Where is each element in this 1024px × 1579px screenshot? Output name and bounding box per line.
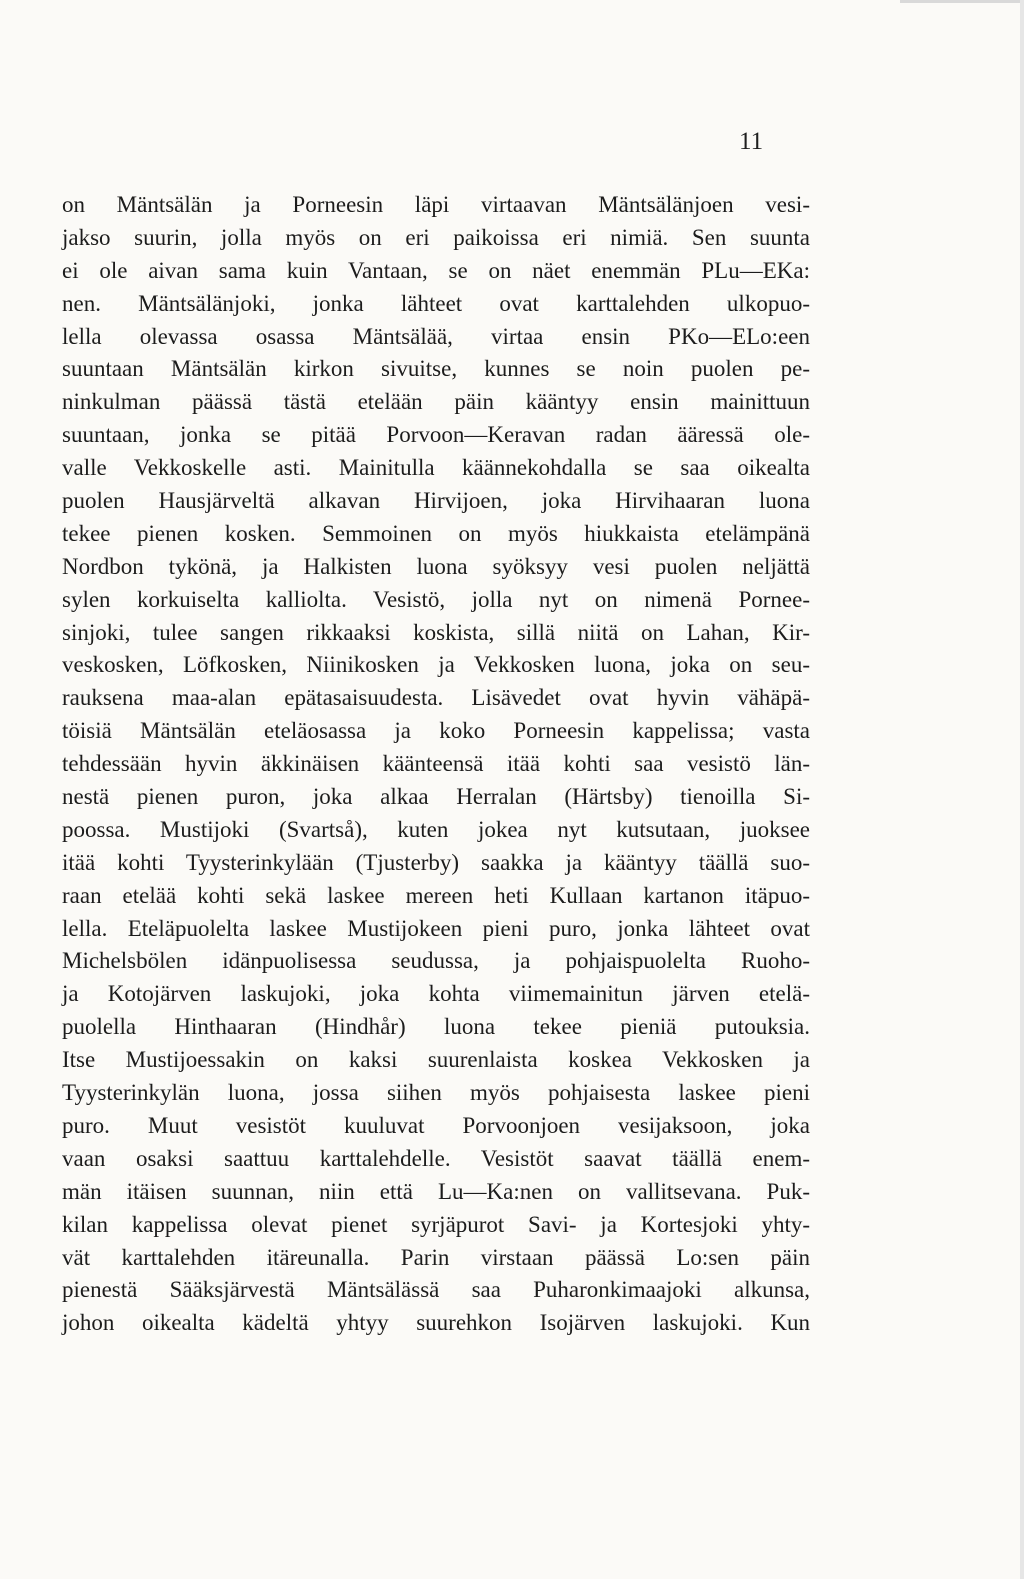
- text-line: nen. Mäntsälänjoki, jonka lähteet ovat karttalehden ulkopuo-: [62, 290, 810, 316]
- text-line: lella olevassa osassa Mäntsälää, virtaa ensin PKo—ELo:een: [62, 323, 810, 349]
- text-line: Itse Mustijoessakin on kaksi suurenlaista koskea Vekkosken ja: [62, 1047, 810, 1073]
- body-paragraph: [62, 189, 810, 1340]
- text-line: vaan osaksi saattuu karttalehdelle. Vesistöt saavat täällä enem-: [62, 1145, 810, 1171]
- text-line: veskosken, Löfkosken, Niinikosken ja Vekkosken luona, joka on seu-: [62, 652, 810, 678]
- text-line: kilan kappelissa olevat pienet syrjäpurot Savi- ja Kortesjoki yhty-: [62, 1211, 810, 1237]
- text-line: ninkulman päässä tästä etelään päin kääntyy ensin mainittuun: [62, 389, 810, 415]
- text-line: män itäisen suunnan, niin että Lu—Ka:nen on vallitsevana. Puk-: [62, 1178, 810, 1204]
- text-line: suuntaan Mäntsälän kirkon sivuitse, kunnes se noin puolen pe-: [62, 356, 810, 382]
- text-line: tehdessään hyvin äkkinäisen käänteensä itää kohti saa vesistö län-: [62, 751, 810, 777]
- text-line: lella. Eteläpuolelta laskee Mustijokeen pieni puro, jonka lähteet ovat: [62, 915, 810, 941]
- text-line: sylen korkuiselta kalliolta. Vesistö, jolla nyt on nimenä Pornee-: [62, 586, 810, 612]
- text-line: poossa. Mustijoki (Svartså), kuten jokea nyt kutsutaan, juoksee: [62, 816, 810, 842]
- text-line: valle Vekkoskelle asti. Mainitulla käännekohdalla se saa oikealta: [62, 455, 810, 481]
- text-line: nestä pienen puron, joka alkaa Herralan (Härtsby) tienoilla Si-: [62, 784, 810, 810]
- page-number: 11: [739, 128, 764, 155]
- text-line: Michelsbölen idänpuolisessa seudussa, ja pohjaispuolelta Ruoho-: [62, 948, 810, 974]
- text-line: puolen Hausjärveltä alkavan Hirvijoen, joka Hirvihaaran luona: [62, 488, 810, 514]
- text-line: rauksena maa-alan epätasaisuudesta. Lisävedet ovat hyvin vähäpä-: [62, 685, 810, 711]
- scan-edge-top: [900, 0, 1024, 3]
- text-line: itää kohti Tyysterinkylään (Tjusterby) saakka ja kääntyy täällä suo-: [62, 849, 810, 875]
- text-line: ei ole aivan sama kuin Vantaan, se on näet enemmän PLu—EKa:: [62, 257, 810, 283]
- text-line: jakso suurin, jolla myös on eri paikoissa eri nimiä. Sen suunta: [62, 224, 810, 250]
- text-line: tekee pienen kosken. Semmoinen on myös hiukkaista etelämpänä: [62, 520, 810, 546]
- text-line: sinjoki, tulee sangen rikkaaksi koskista, sillä niitä on Lahan, Kir-: [62, 619, 810, 645]
- text-line: ja Kotojärven laskujoki, joka kohta viimemainitun järven etelä-: [62, 981, 810, 1007]
- text-line: johon oikealta kädeltä yhtyy suurehkon Isojärven laskujoki. Kun: [62, 1310, 810, 1336]
- text-line: suuntaan, jonka se pitää Porvoon—Keravan radan ääressä ole-: [62, 422, 810, 448]
- text-line: Nordbon tykönä, ja Halkisten luona syöksyy vesi puolen neljättä: [62, 553, 810, 579]
- text-line: puro. Muut vesistöt kuuluvat Porvoonjoen vesijaksoon, joka: [62, 1112, 810, 1138]
- text-line: töisiä Mäntsälän eteläosassa ja koko Porneesin kappelissa; vasta: [62, 718, 810, 744]
- scan-edge-right: [1020, 0, 1024, 1579]
- text-line: pienestä Sääksjärvestä Mäntsälässä saa Puharonkimaajoki alkunsa,: [62, 1277, 810, 1303]
- text-line: Tyysterinkylän luona, jossa siihen myös pohjaisesta laskee pieni: [62, 1080, 810, 1106]
- text-line: on Mäntsälän ja Porneesin läpi virtaavan Mäntsälänjoen vesi-: [62, 192, 810, 217]
- text-line: vät karttalehden itäreunalla. Parin virstaan päässä Lo:sen päin: [62, 1244, 810, 1270]
- text-line: raan etelää kohti sekä laskee mereen heti Kullaan kartanon itäpuo-: [62, 882, 810, 908]
- text-line: puolella Hinthaaran (Hindhår) luona tekee pieniä putouksia.: [62, 1014, 810, 1040]
